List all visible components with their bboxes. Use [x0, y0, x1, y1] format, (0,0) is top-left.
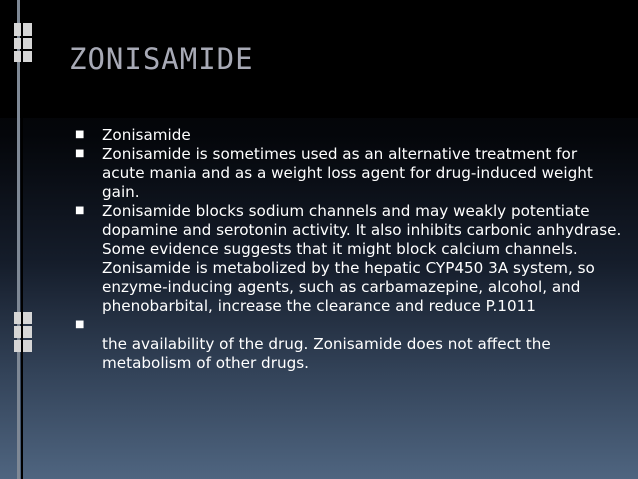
left-pane-icon-bar-1: [14, 23, 32, 36]
bullet-text: Zonisamide is sometimes used as an alternative treatment for acute mania and as a weight loss agent for drug-induced weight gain.: [102, 145, 593, 201]
bullet-item: [72, 202, 622, 316]
bullet-text: Zonisamide blocks sodium channels and may weakly potentiate dopamine and serotonin activity. It also inhibits carbonic anhydrase. Some evidence suggests that it might block calcium channels. Zonisamide is metabolized by the hepatic CYP450 3A system, so enzyme-inducing agents, such as carbamazepine, alcohol, and phenobarbital, increase the clearance and reduce P.1011: [102, 202, 622, 315]
square-bullet-icon: ■: [75, 129, 85, 140]
square-bullet-icon: ■: [75, 205, 85, 216]
bullet-continuation-text: the availability of the drug. Zonisamide does not affect the metabolism of other drugs.: [102, 335, 551, 372]
bullet-item: [72, 316, 622, 373]
square-bullet-icon: ■: [75, 319, 85, 330]
bullet-text: Zonisamide: [102, 126, 191, 144]
left-pane-icon-bar-2: [14, 38, 32, 49]
left-pane-icon-bar-5: [14, 326, 32, 338]
left-pane-icon-bar-3: [14, 51, 32, 62]
slide-content: [72, 126, 622, 373]
bullet-list: [72, 126, 622, 373]
square-bullet-icon: ■: [75, 148, 85, 159]
bullet-item: [72, 126, 622, 145]
bullet-item: [72, 145, 622, 202]
empty-bullet-text: [102, 316, 622, 335]
slide-title: ZONISAMIDE: [69, 42, 254, 76]
left-pane-icon: [14, 0, 32, 479]
left-pane-icon-divider: [21, 0, 23, 479]
left-pane-icon-bar-4: [14, 312, 32, 324]
left-pane-icon-bar-6: [14, 340, 32, 352]
